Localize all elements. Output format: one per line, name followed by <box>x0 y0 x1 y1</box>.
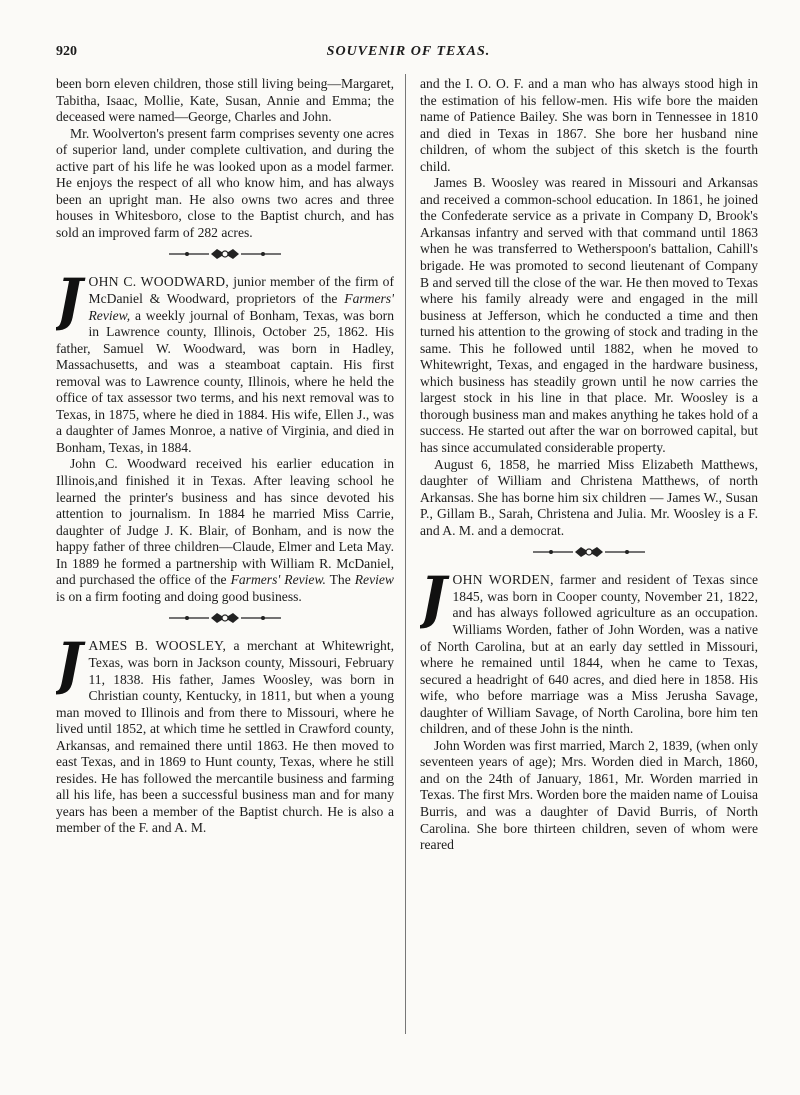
paragraph: Mr. Woolverton's present farm comprises seventy one acres of superior land, under complete cultivation, and during the active part of his life he was looked upon as a model farmer. He enjoys the respect of all who know him, and has always been an upright man. He also owns two acres and three houses in Whitesboro, close to the Baptist church, and has sold an improved farm of 282 acres. <box>56 125 394 240</box>
paragraph: James B. Woosley was reared in Missouri and Arkansas and received a common-school education. In 1861, he joined the Confederate service as a private in Company D, Brook's Arkansas infantry and served with that command until 1863 when he was transferred to Wetherspoon's battalion, Cahill's brigade. He was promoted to second lieutenant of Company B and served till the close of the war. He then moved to Texas where his family already were and engaged in the mill business at Jefferson, which he conducted a time and then turned his attention to the growing of stock and trading in the same. This he followed until 1882, when he moved to Whitewright, Texas, and engaged in the hardware business, which business has steadily grown until he now carries the largest stock in his line in that place. Mr. Woosley is a thorough business man and makes anything he takes hold of a success. He started out after the war on borrowed capital, but has since accumulated considerable property. <box>420 175 758 456</box>
subject-name: OHN C. WOODWARD, <box>88 274 230 290</box>
section-ornament <box>56 246 394 270</box>
paragraph: OHN WORDEN, farmer and resident of Texas since 1845, was born in Cooper county, November 21, 1822, and has always followed agriculture as an occupation. Williams Worden, father of John Worden, was a native of North Carolina, but at an early day settled in Missouri, where he remained until 1844, when he came to Texas, secured a headright of 640 acres, and died here in 1858. His wife, who before marriage was a Miss Jerusha Savage, daughter of William Savage, of North Carolina, bore him ten children, and of these John is the ninth. <box>420 572 758 737</box>
left-column <box>56 76 394 837</box>
page-header <box>56 44 761 64</box>
subject-name: AMES B. WOOSLEY, <box>88 638 227 654</box>
paragraph: OHN C. WOODWARD, junior member of the firm of McDaniel & Woodward, proprietors of the Farmers' Review, a weekly journal of Bonham, Texas, was born in Lawrence county, Illinois, October 25, 1862. His father, Samuel W. Woodward, was born in Hadley, Massachusetts, and was a steamboat captain. His first removal was to Lawrence county, Illinois, where he held the office of tax assessor two terms, and his next removal was to Texas, in 1875, where he died in 1884. His wife, Ellen J., was a daughter of James Monroe, a native of Virginia, and died in Bonham, Texas, in 1884. <box>56 274 394 455</box>
drop-cap: J <box>56 638 83 698</box>
biography-woosley <box>56 638 394 837</box>
paragraph: and the I. O. O. F. and a man who has always stood high in the estimation of his fellow-men. His wife bore the maiden name of Patience Bailey. She was born in Tennessee in 1810 and died in Texas in 1867. She bore her husband nine children, of whom the subject of this sketch is the fourth child. <box>420 76 758 174</box>
paragraph: AMES B. WOOSLEY, a merchant at Whitewright, Texas, was born in Jackson county, Missouri, February 11, 1838. His father, James Woosley, was born in Christian county, Kentucky, in 1811, but when a young man moved to Illinois and from there to Missouri, where he lived until 1852, at which time he settled in Crawford county, Arkansas, and remained there until 1863. He then moved to east Texas, and in 1869 to Hunt county, Texas, where he still resides. He has followed the mercantile business and farming all his life, has been a successful business man and for many years has been a member of the Baptist church. He is also a member of the F. and A. M. <box>56 638 394 836</box>
right-column <box>420 76 758 854</box>
biography-woodward <box>56 274 394 605</box>
column-divider <box>405 74 406 1034</box>
drop-cap: J <box>420 572 447 632</box>
drop-cap: J <box>56 274 83 334</box>
paragraph: John C. Woodward received his earlier education in Illinois,and finished it in Texas. After leaving school he learned the printer's business and has since devoted his attention to journalism. In 1884 he married Miss Carrie, daughter of Judge J. K. Blair, of Bonham, and is now the happy father of three children—Claude, Elmer and Leta May. In 1889 he formed a partnership with William R. McDaniel, and purchased the office of the Farmers' Review. The Review is on a firm footing and doing good business. <box>56 456 394 604</box>
running-title: SOUVENIR OF TEXAS. <box>326 44 491 59</box>
subject-name: OHN WORDEN, <box>452 572 554 588</box>
biography-worden <box>420 572 758 853</box>
paragraph: been born eleven children, those still living being—Margaret, Tabitha, Isaac, Mollie, Kate, Susan, Annie and Emma; the deceased were named—George, Charles and John. <box>56 76 394 125</box>
paragraph: John Worden was first married, March 2, 1839, (when only seventeen years of age); Mrs. Worden died in March, 1860, and on the 24th of January, 1861, Mr. Worden married in Texas. The first Mrs. Worden bore the maiden name of Louisa Burris, and was a daughter of David Burris, of North Carolina. She bore thirteen children, seven of whom were reared <box>420 737 758 853</box>
section-ornament <box>420 544 758 568</box>
page-number: 920 <box>56 44 77 59</box>
section-ornament <box>56 610 394 634</box>
paragraph: August 6, 1858, he married Miss Elizabeth Matthews, daughter of William and Christena Matthews, of north Arkansas. She has borne him six children — James W., Susan P., Gillam B., Sarah, Christena and Julia. Mr. Woosley is a F. and A. M. and a democrat. <box>420 456 758 538</box>
